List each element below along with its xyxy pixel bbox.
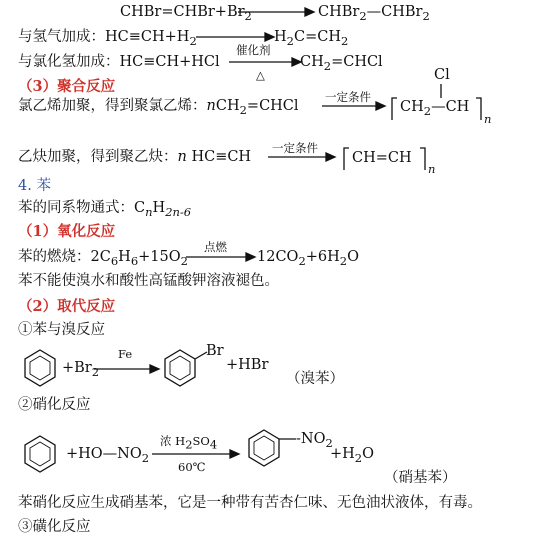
catalyst-condition: 催化剂 — [236, 43, 271, 57]
subscript: 2 — [339, 253, 348, 268]
product-text-rest: =CHCl — [331, 54, 383, 70]
subscript: 2 — [298, 253, 306, 268]
subscript: 2 — [423, 103, 432, 118]
monomer-formula: CH — [215, 98, 240, 114]
bromine-addition-product — [318, 3, 430, 25]
product-text-rest: —CHBr — [366, 4, 423, 20]
subscript: 2 — [340, 33, 349, 48]
label: 苯的燃烧： — [18, 249, 91, 265]
note-bromine-water: 苯不能使溴水和酸性高锰酸钾溶液褪色。 — [18, 273, 279, 289]
benzene-ring-2 — [25, 436, 55, 472]
polymer-n: n — [484, 112, 492, 126]
reactant-text: HC≡CH+HCl — [119, 54, 220, 70]
nitro-text: -NO — [296, 431, 326, 447]
bromine-reagent — [62, 359, 99, 381]
ignition-condition: 点燃 — [204, 240, 227, 254]
benzene-ring-nitrobenzene — [249, 430, 279, 466]
nitro-substituent — [296, 430, 333, 452]
nitric-acid-reagent — [66, 445, 149, 467]
hcl-addition-label — [18, 53, 220, 71]
product-text: +6H — [305, 249, 340, 265]
bromine-addition-equation — [120, 3, 252, 25]
byproduct-text: O — [362, 446, 375, 462]
polymerization-condition: 一定条件 — [272, 141, 318, 155]
formula-c: C — [134, 200, 146, 216]
hbr-byproduct: +HBr — [226, 357, 269, 373]
benzene-ring-bromobenzene — [165, 350, 195, 386]
section-title-substitution: （2）取代反应 — [18, 298, 116, 315]
label: 苯的同系物通式： — [18, 200, 134, 216]
bromobenzene-name: （溴苯） — [286, 371, 344, 387]
product-text-rest: C=CH — [293, 29, 341, 45]
temperature-condition: 60℃ — [178, 460, 206, 474]
subscript: n — [145, 204, 153, 219]
label: 乙炔加聚，得到聚乙炔： — [18, 149, 178, 165]
water-byproduct — [330, 445, 374, 467]
n-coefficient: n — [177, 149, 187, 165]
label: 与氢气加成： — [18, 29, 105, 45]
monomer-formula: HC≡CH — [191, 149, 252, 165]
section-title-benzene: 4. 苯 — [18, 178, 51, 194]
combustion-products — [257, 248, 359, 270]
label: 与氯化氢加成： — [18, 54, 120, 70]
pvc-repeat-unit — [400, 98, 469, 120]
bromo-substituent: Br — [206, 343, 224, 359]
label: 氯乙烯加聚，得到聚氯乙烯： — [18, 98, 207, 114]
subscript: 2 — [141, 450, 150, 465]
subscript: 2 — [359, 8, 367, 23]
note-nitrobenzene: 苯硝化反应生成硝基苯，它是一种带有苦杏仁味、无色油状液体，有毒。 — [18, 495, 482, 511]
hydrogen-addition-label — [18, 28, 197, 50]
polyacetylene-repeat-unit: CH=CH — [352, 150, 412, 166]
subscript: 2 — [189, 33, 197, 48]
subscript: 2 — [422, 8, 430, 23]
condition-text: SO — [192, 434, 210, 448]
subscript: 2 — [185, 437, 193, 452]
reagent-text: +HO—NO — [66, 446, 142, 462]
n-coefficient: n — [206, 98, 216, 114]
section-title-polymerization: （3）聚合反应 — [18, 78, 116, 95]
heat-condition: △ — [256, 68, 265, 82]
reactant-text: HC≡CH+H — [105, 29, 190, 45]
polymerization-condition: 一定条件 — [325, 90, 371, 104]
chlorine-substituent: Cl — [434, 67, 450, 83]
product-text: O — [347, 249, 360, 265]
condition-text: 浓 H — [160, 434, 186, 448]
bracket-right-pa — [420, 148, 425, 170]
reactant-text: H — [118, 249, 131, 265]
sulfonation-label: ③磺化反应 — [18, 519, 91, 535]
polymer-n: n — [428, 162, 436, 176]
subscript: 2 — [91, 364, 100, 379]
product-text: CH — [300, 54, 324, 70]
subscript: 2 — [323, 58, 332, 73]
subscript: 2n-6 — [165, 204, 192, 219]
iron-catalyst: Fe — [118, 347, 133, 361]
homolog-formula — [18, 199, 191, 221]
reactant-text: CHBr=CHBr+Br — [120, 4, 245, 20]
benzene-ring-1 — [25, 350, 55, 386]
product-text: CHBr — [318, 4, 360, 20]
reactant-text: +15O — [138, 249, 181, 265]
product-text: H — [274, 29, 287, 45]
monomer-formula-rest: =CHCl — [246, 98, 299, 114]
bracket-left — [392, 98, 397, 120]
subscript: 2 — [244, 8, 252, 23]
bromination-label: ①苯与溴反应 — [18, 322, 105, 338]
subscript: 4 — [209, 437, 218, 452]
hydrogen-addition-product — [274, 28, 348, 50]
combustion-equation — [18, 248, 188, 270]
hcl-addition-product — [300, 53, 383, 75]
subscript: 2 — [180, 253, 188, 268]
bracket-left-pa — [344, 148, 349, 170]
pvc-equation — [18, 97, 299, 119]
polyacetylene-equation — [18, 148, 251, 166]
subscript: 6 — [130, 253, 139, 268]
reagent-text: +Br — [62, 360, 92, 376]
bracket-right — [476, 98, 481, 120]
reactant-text: 2C — [90, 249, 111, 265]
subscript: 2 — [286, 33, 294, 48]
subscript: 2 — [239, 102, 247, 117]
product-text: 12CO — [257, 249, 299, 265]
arrow-head-line1 — [305, 8, 314, 16]
subscript: 2 — [354, 450, 363, 465]
subscript: 2 — [325, 435, 333, 450]
nitrobenzene-name: （硝基苯） — [384, 470, 457, 486]
unit-part: —CH — [431, 99, 470, 115]
subscript: 6 — [110, 253, 119, 268]
unit-part: CH — [400, 99, 424, 115]
sulfuric-acid-condition — [160, 432, 217, 453]
formula-h: H — [152, 200, 166, 216]
section-title-oxidation: （1）氧化反应 — [18, 223, 116, 240]
nitration-label: ②硝化反应 — [18, 397, 91, 413]
byproduct-text: +H — [330, 446, 355, 462]
